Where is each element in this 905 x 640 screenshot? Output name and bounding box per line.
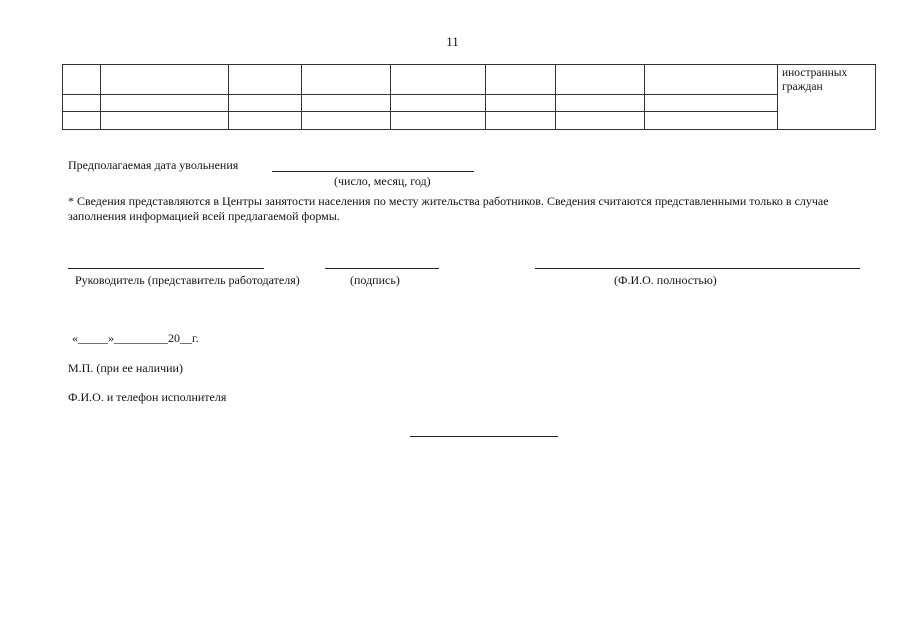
- table-cell[interactable]: [229, 95, 302, 112]
- table-cell[interactable]: [645, 112, 778, 130]
- table-cell[interactable]: [302, 95, 391, 112]
- table-cell[interactable]: [229, 112, 302, 130]
- table-row: [63, 65, 876, 95]
- page-number: 11: [446, 34, 459, 49]
- table-cell[interactable]: [63, 65, 101, 95]
- table-cell[interactable]: [391, 112, 486, 130]
- table-cell[interactable]: [556, 112, 645, 130]
- foreign-citizens-note-cell: [778, 65, 876, 130]
- table-cell[interactable]: [101, 65, 229, 95]
- executor-label: Ф.И.О. и телефон исполнителя: [68, 390, 227, 404]
- table-cell[interactable]: [101, 112, 229, 130]
- table-cell[interactable]: [645, 95, 778, 112]
- table-cell[interactable]: [556, 65, 645, 95]
- table-cell[interactable]: [229, 65, 302, 95]
- signature-line[interactable]: [325, 268, 439, 269]
- dismissal-date-caption: (число, месяц, год): [334, 174, 431, 188]
- table-cell[interactable]: [645, 65, 778, 95]
- dismissal-date-label: Предполагаемая дата увольнения: [68, 158, 239, 172]
- foreign-note-line1: иностранных: [782, 67, 848, 79]
- table-cell[interactable]: [63, 112, 101, 130]
- stamp-label: М.П. (при ее наличии): [68, 361, 183, 375]
- table-cell[interactable]: [391, 65, 486, 95]
- full-name-label: (Ф.И.О. полностью): [614, 273, 717, 287]
- signature-label: (подпись): [350, 273, 400, 287]
- table-cell[interactable]: [486, 112, 556, 130]
- date-line[interactable]: «_____»_________20__г.: [72, 331, 199, 345]
- table-cell[interactable]: [63, 95, 101, 112]
- table-cell[interactable]: [391, 95, 486, 112]
- table-cell[interactable]: [486, 95, 556, 112]
- table-cell[interactable]: [486, 65, 556, 95]
- table-cell[interactable]: [302, 65, 391, 95]
- end-line: [410, 436, 558, 437]
- dismissal-date-field[interactable]: [272, 171, 474, 172]
- table-cell[interactable]: [302, 112, 391, 130]
- table-row: [63, 112, 876, 130]
- table-cell[interactable]: [556, 95, 645, 112]
- foreign-note-line2: граждан: [782, 81, 823, 93]
- footnote: * Сведения представляются в Центры занятости населения по месту жительства работников. Сведения считаются представленными только в случае заполнения информацией всей предлагаемой формы.: [68, 194, 829, 223]
- table-row: [63, 95, 876, 112]
- head-label: Руководитель (представитель работодателя): [75, 273, 300, 287]
- full-name-line[interactable]: [535, 268, 860, 269]
- head-signature-line[interactable]: [68, 268, 264, 269]
- table-cell[interactable]: [101, 95, 229, 112]
- data-table: [62, 64, 876, 130]
